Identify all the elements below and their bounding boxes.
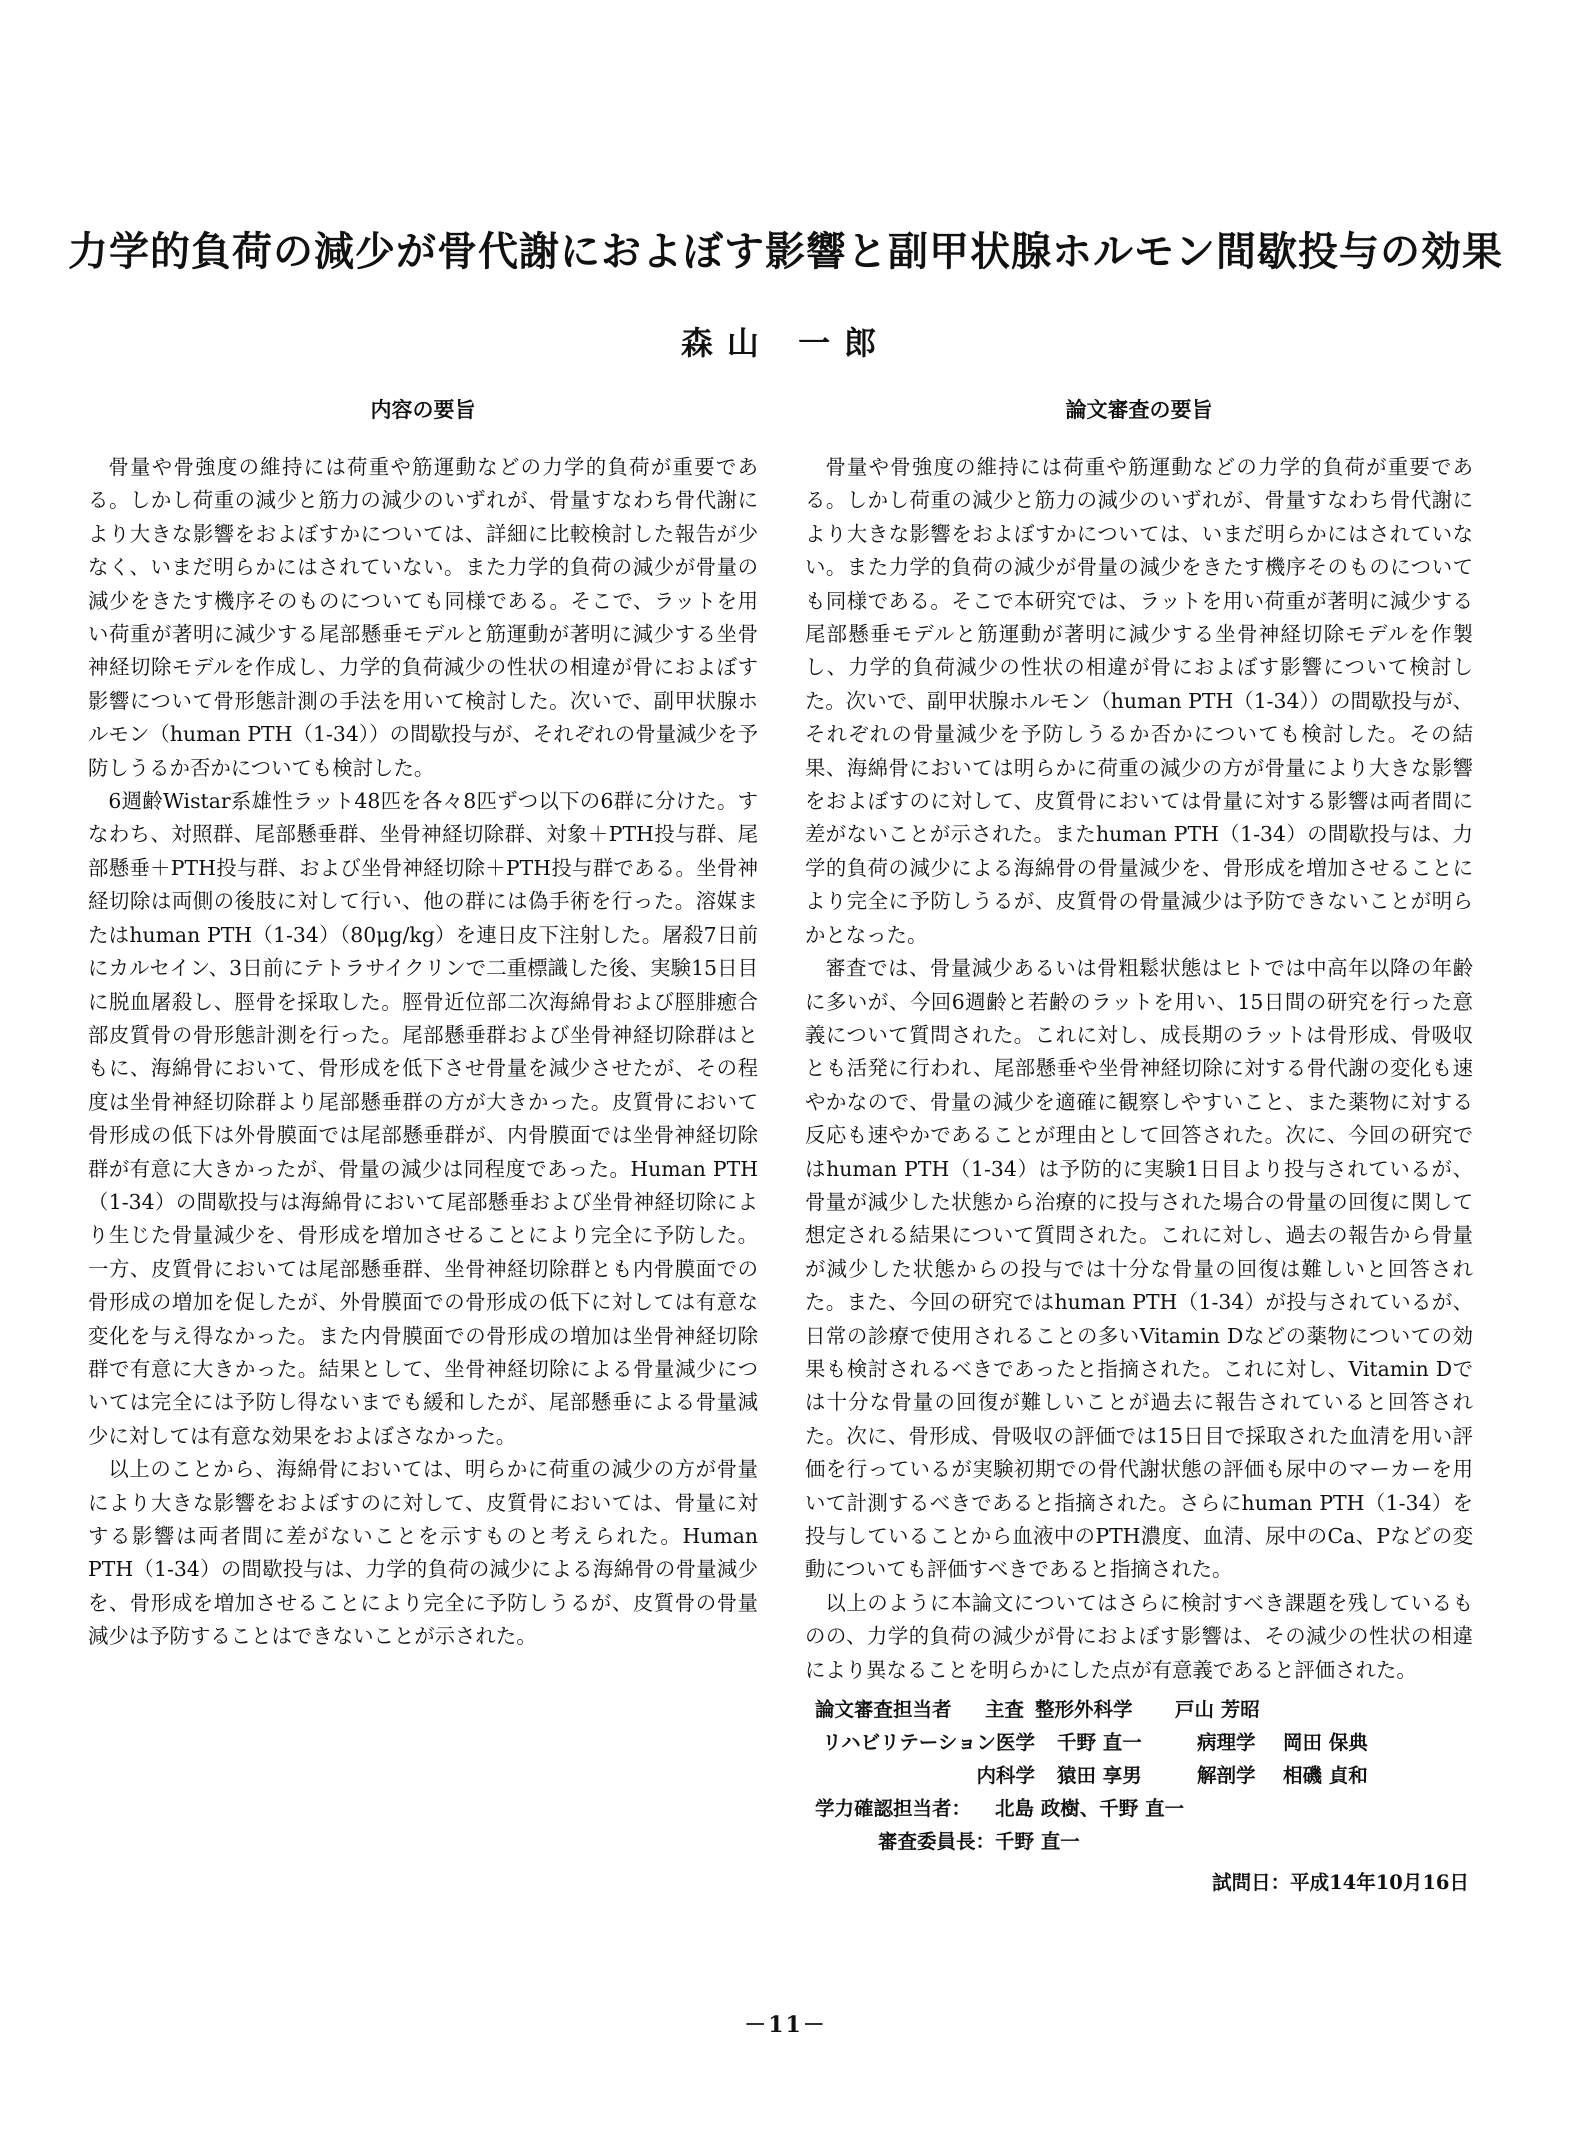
- reviewer-dept: リハビリテーション医学: [822, 1731, 1035, 1755]
- review-paragraph: 以上のように本論文についてはさらに検討すべき課題を残しているものの、力学的負荷の減少が骨におよぼす影響は、その減少の性状の相違により異なることを明らかにした点が有意義であると評価された。: [805, 1590, 1473, 1682]
- abstract-paragraph: 以上のことから、海綿骨においては、明らかに荷重の減少の方が骨量により大きな影響をおよぼすのに対して、皮質骨においては、骨量に対する影響は両者間に差がないことを示すものと考えられた。Human PTH（1-34）の間歇投与は、力学的負荷の減少による海綿骨の骨量減少を、骨形成を増加させることにより完全に予防しうるが、皮質骨の骨量減少は予防することはできないことが示された。: [88, 1457, 758, 1649]
- review-heading: 論文審査の要旨: [1065, 397, 1213, 422]
- review-paragraph: 審査では、骨量減少あるいは骨粗鬆状態はヒトでは中高年以降の年齢に多いが、今回6週齢と若齢のラットを用い、15日間の研究を行った意義について質問された。これに対し、成長期のラットは骨形成、骨吸収とも活発に行われ、尾部懸垂や坐骨神経切除に対する骨代謝の変化も速やかなので、骨量の減少を適確に観察しやすいこと、また薬物に対する反応も速やかであることが理由として回答された。次に、今回の研究ではhuman PTH（1-34）は予防的に実験1日目より投与されているが、骨量が減少した状態から治療的に投与された場合の骨量の回復に関して想定される結果について質問された。これに対し、過去の報告から骨量が減少した状態からの投与では十分な骨量の回復は難しいと回答された。また、今回の研究ではhuman PTH（1-34）が投与されているが、日常の診療で使用されることの多いVitamin Dなどの薬物についての効果も検討されるべきであったと指摘された。これに対し、Vitamin Dでは十分な骨量の回復が難しいことが過去に報告されていると回答された。次に、骨形成、骨吸収の評価では15日目で採取された血清を用い評価を行っているが実験初期での骨代謝状態の評価も尿中のマーカーを用いて計測するべきであると指摘された。さらにhuman PTH（1-34）を投与していることから血液中のPTH濃度、血清、尿中のCa、Pなどの変動についても評価すべきであると指摘された。: [805, 956, 1473, 1582]
- reviewer-line-3: [805, 1759, 1473, 1792]
- reviewer-line-chief: [805, 1693, 1473, 1726]
- reviewer-name: 千野 直一: [1057, 1731, 1142, 1755]
- page-number: －11－: [744, 2012, 827, 2038]
- author-name: 森山 一郎: [680, 324, 891, 362]
- chief-name: 戸山 芳昭: [1175, 1698, 1260, 1722]
- confirm-names: 北島 政樹、千野 直一: [995, 1797, 1185, 1821]
- reviewer-dept: 内科学: [976, 1764, 1035, 1788]
- paper-title: 力学的負荷の減少が骨代謝におよぼす影響と副甲状腺ホルモン間歇投与の効果: [68, 228, 1503, 275]
- review-paragraph: 骨量や骨強度の維持には荷重や筋運動などの力学的負荷が重要である。しかし荷重の減少と筋力の減少のいずれが、骨量すなわち骨代謝により大きな影響をおよぼすかについては、いまだ明らかにはされていない。また力学的負荷の減少が骨量の減少をきたす機序そのものについても同様である。そこで本研究では、ラットを用い荷重が著明に減少する尾部懸垂モデルと筋運動が著明に減少する坐骨神経切除モデルを作製し、力学的負荷減少の性状の相違が骨におよぼす影響について検討した。次いで、副甲状腺ホルモン（human PTH（1-34））の間歇投与が、それぞれの骨量減少を予防しうるか否かについても検討した。その結果、海綿骨においては明らかに荷重の減少の方が骨量により大きな影響をおよぼすのに対して、皮質骨においては骨量に対する影響は両者間に差がないことが示された。またhuman PTH（1-34）の間歇投与は、力学的負荷の減少による海綿骨の骨量減少を、骨形成を増加させることにより完全に予防しうるが、皮質骨の骨量減少は予防できないことが明らかとなった。: [805, 455, 1473, 947]
- reviewer-dept: 病理学: [1197, 1731, 1256, 1755]
- reviewer-dept: 解剖学: [1197, 1764, 1256, 1788]
- chief-title: 主査: [985, 1698, 1025, 1722]
- chair-label: 審査委員長：: [877, 1830, 995, 1854]
- review-column: [805, 395, 1473, 1899]
- confirm-label: 学力確認担当者：: [815, 1797, 972, 1821]
- reviewer-label: 論文審査担当者: [815, 1698, 952, 1722]
- abstract-paragraph: 6週齢Wistar系雄性ラット48匹を各々8匹ずつ以下の6群に分けた。すなわち、対照群、尾部懸垂群、坐骨神経切除群、対象＋PTH投与群、尾部懸垂＋PTH投与群、および坐骨神経切除＋PTH投与群である。坐骨神経切除は両側の後肢に対して行い、他の群には偽手術を行った。溶媒またはhuman PTH（1-34）（80μg/kg）を連日皮下注射した。屠殺7日前にカルセイン、3日前にテトラサイクリンで二重標識した後、実験15日目に脱血屠殺し、脛骨を採取した。脛骨近位部二次海綿骨および脛腓癒合部皮質骨の骨形態計測を行った。尾部懸垂群および坐骨神経切除群はともに、海綿骨において、骨形成を低下させ骨量を減少させたが、その程度は坐骨神経切除群より尾部懸垂群の方が大きかった。皮質骨において骨形成の低下は外骨膜面では尾部懸垂群が、内骨膜面では坐骨神経切除群が有意に大きかったが、骨量の減少は同程度であった。Human PTH（1-34）の間歇投与は海綿骨において尾部懸垂および坐骨神経切除により生じた骨量減少を、骨形成を増加させることにより完全に予防した。一方、皮質骨においては尾部懸垂群、坐骨神経切除群とも内骨膜面での骨形成の増加を促したが、外骨膜面での骨形成の低下に対しては有意な変化を与え得なかった。また内骨膜面での骨形成の増加は坐骨神経切除群で有意に大きかった。結果として、坐骨神経切除による骨量減少については完全には予防し得ないまでも緩和したが、尾部懸垂による骨量減少に対しては有意な効果をおよぼさなかった。: [88, 789, 758, 1448]
- abstract-heading: 内容の要旨: [370, 397, 476, 422]
- reviewer-line-2: [805, 1726, 1473, 1759]
- chair-line: [805, 1825, 1473, 1858]
- abstract-paragraph: 骨量や骨強度の維持には荷重や筋運動などの力学的負荷が重要である。しかし荷重の減少と筋力の減少のいずれが、骨量すなわち骨代謝により大きな影響をおよぼすかについては、詳細に比較検討した報告が少なく、いまだ明らかにはされていない。また力学的負荷の減少が骨量の減少をきたす機序そのものについても同様である。そこで、ラットを用い荷重が著明に減少する尾部懸垂モデルと筋運動が著明に減少する坐骨神経切除モデルを作成し、力学的負荷減少の性状の相違が骨におよぼす影響について骨形態計測の手法を用いて検討した。次いで、副甲状腺ホルモン（human PTH（1-34））の間歇投与が、それぞれの骨量減少を予防しうるか否かについても検討した。: [88, 455, 758, 780]
- confirm-line: [805, 1792, 1473, 1825]
- chief-dept: 整形外科学: [1035, 1698, 1133, 1722]
- reviewer-name: 岡田 保典: [1283, 1731, 1368, 1755]
- exam-date: 試問日：平成14年10月16日: [1212, 1871, 1469, 1895]
- reviewer-name: 相磯 貞和: [1283, 1764, 1368, 1788]
- chair-name: 千野 直一: [995, 1830, 1080, 1854]
- reviewer-name: 猿田 享男: [1057, 1764, 1142, 1788]
- reviewer-list: [805, 1693, 1473, 1858]
- abstract-column: [88, 395, 758, 1654]
